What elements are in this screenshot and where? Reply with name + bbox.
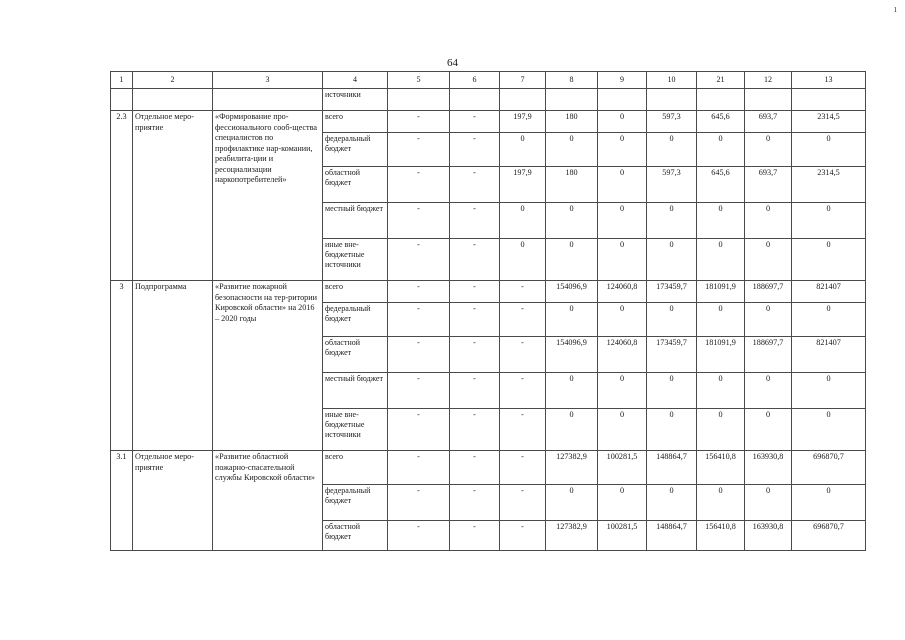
header-cell: 9 bbox=[598, 72, 647, 89]
value-cell: 0 bbox=[745, 373, 792, 409]
header-cell: 1 bbox=[111, 72, 133, 89]
value-cell: 0 bbox=[647, 133, 697, 167]
value-cell: 100281,5 bbox=[598, 521, 647, 551]
table-cell bbox=[500, 89, 546, 111]
table-cell bbox=[598, 89, 647, 111]
value-cell: 0 bbox=[697, 239, 745, 281]
value-cell: - bbox=[500, 337, 546, 373]
item-name: «Развитие пожарной безопасности на тер-ритории Кировской области» на 2016 – 2020 годы bbox=[213, 281, 323, 451]
source-cell: иные вне-бюджетные источники bbox=[323, 239, 388, 281]
table-row bbox=[111, 281, 866, 303]
value-cell: 148864,7 bbox=[647, 451, 697, 485]
value-cell: 181091,9 bbox=[697, 337, 745, 373]
source-cell: областной бюджет bbox=[323, 337, 388, 373]
value-cell: 0 bbox=[697, 485, 745, 521]
table-cell bbox=[111, 89, 133, 111]
source-cell: всего bbox=[323, 111, 388, 133]
value-cell: - bbox=[500, 281, 546, 303]
header-cell: 13 bbox=[792, 72, 866, 89]
value-cell: 173459,7 bbox=[647, 337, 697, 373]
value-cell: 0 bbox=[647, 239, 697, 281]
value-cell: - bbox=[500, 451, 546, 485]
value-cell: - bbox=[450, 133, 500, 167]
value-cell: 597,3 bbox=[647, 167, 697, 203]
header-cell: 7 bbox=[500, 72, 546, 89]
value-cell: 2314,5 bbox=[792, 167, 866, 203]
value-cell: 0 bbox=[598, 133, 647, 167]
carry-over-row bbox=[111, 89, 866, 111]
value-cell: 0 bbox=[546, 485, 598, 521]
table-cell bbox=[697, 89, 745, 111]
value-cell: - bbox=[450, 167, 500, 203]
value-cell: 124060,8 bbox=[598, 337, 647, 373]
value-cell: 0 bbox=[697, 133, 745, 167]
value-cell: 180 bbox=[546, 111, 598, 133]
value-cell: 0 bbox=[745, 239, 792, 281]
value-cell: 0 bbox=[546, 203, 598, 239]
header-cell: 4 bbox=[323, 72, 388, 89]
source-cell: местный бюджет bbox=[323, 373, 388, 409]
item-name: «Формирование про-фессионального сооб-щества специалистов по профилактике нар-комании, реабилита-ции и ресоциализации наркопотребителей» bbox=[213, 111, 323, 281]
value-cell: 0 bbox=[546, 133, 598, 167]
value-cell: - bbox=[450, 303, 500, 337]
value-cell: - bbox=[388, 409, 450, 451]
value-cell: 0 bbox=[546, 373, 598, 409]
header-cell: 10 bbox=[647, 72, 697, 89]
value-cell: 0 bbox=[647, 485, 697, 521]
value-cell: - bbox=[388, 203, 450, 239]
table-cell bbox=[388, 89, 450, 111]
item-number: 2.3 bbox=[111, 111, 133, 281]
value-cell: 0 bbox=[546, 409, 598, 451]
value-cell: 0 bbox=[745, 203, 792, 239]
value-cell: 2314,5 bbox=[792, 111, 866, 133]
value-cell: 148864,7 bbox=[647, 521, 697, 551]
table-row bbox=[111, 111, 866, 133]
value-cell: - bbox=[450, 281, 500, 303]
value-cell: - bbox=[388, 303, 450, 337]
value-cell: 0 bbox=[792, 485, 866, 521]
value-cell: 100281,5 bbox=[598, 451, 647, 485]
value-cell: 163930,8 bbox=[745, 451, 792, 485]
value-cell: 0 bbox=[745, 133, 792, 167]
value-cell: 124060,8 bbox=[598, 281, 647, 303]
page-number: 64 bbox=[447, 57, 458, 69]
source-cell: федеральный бюджет bbox=[323, 485, 388, 521]
source-cell: всего bbox=[323, 451, 388, 485]
value-cell: 163930,8 bbox=[745, 521, 792, 551]
value-cell: - bbox=[500, 521, 546, 551]
value-cell: 0 bbox=[647, 303, 697, 337]
header-row bbox=[111, 72, 866, 89]
value-cell: - bbox=[388, 373, 450, 409]
item-name: «Развитие областной пожарно-спасательной службы Кировской области» bbox=[213, 451, 323, 551]
value-cell: 154096,9 bbox=[546, 281, 598, 303]
value-cell: 0 bbox=[598, 485, 647, 521]
value-cell: 0 bbox=[546, 239, 598, 281]
value-cell: 821407 bbox=[792, 281, 866, 303]
value-cell: - bbox=[388, 521, 450, 551]
header-cell: 2 bbox=[133, 72, 213, 89]
value-cell: - bbox=[388, 281, 450, 303]
value-cell: 188697,7 bbox=[745, 337, 792, 373]
value-cell: 0 bbox=[792, 373, 866, 409]
value-cell: - bbox=[450, 373, 500, 409]
value-cell: 0 bbox=[598, 203, 647, 239]
value-cell: 127382,9 bbox=[546, 521, 598, 551]
value-cell: 0 bbox=[598, 373, 647, 409]
table-cell bbox=[792, 89, 866, 111]
value-cell: 696870,7 bbox=[792, 451, 866, 485]
value-cell: 0 bbox=[500, 203, 546, 239]
value-cell: - bbox=[450, 409, 500, 451]
value-cell: - bbox=[388, 133, 450, 167]
source-cell: источники bbox=[323, 89, 388, 111]
value-cell: 0 bbox=[745, 409, 792, 451]
item-number: 3.1 bbox=[111, 451, 133, 551]
value-cell: 180 bbox=[546, 167, 598, 203]
value-cell: 645,6 bbox=[697, 111, 745, 133]
header-cell: 21 bbox=[697, 72, 745, 89]
item-number: 3 bbox=[111, 281, 133, 451]
value-cell: 0 bbox=[792, 133, 866, 167]
source-cell: областной бюджет bbox=[323, 167, 388, 203]
value-cell: 0 bbox=[697, 373, 745, 409]
item-type: Отдельное меро-приятие bbox=[133, 451, 213, 551]
value-cell: 0 bbox=[745, 485, 792, 521]
value-cell: - bbox=[500, 373, 546, 409]
header-cell: 6 bbox=[450, 72, 500, 89]
value-cell: 0 bbox=[598, 409, 647, 451]
value-cell: - bbox=[450, 111, 500, 133]
value-cell: 693,7 bbox=[745, 167, 792, 203]
value-cell: - bbox=[450, 239, 500, 281]
value-cell: - bbox=[500, 485, 546, 521]
value-cell: 173459,7 bbox=[647, 281, 697, 303]
value-cell: 197,9 bbox=[500, 111, 546, 133]
value-cell: 0 bbox=[792, 239, 866, 281]
source-cell: местный бюджет bbox=[323, 203, 388, 239]
value-cell: 0 bbox=[697, 409, 745, 451]
value-cell: 0 bbox=[792, 303, 866, 337]
value-cell: - bbox=[500, 303, 546, 337]
value-cell: 0 bbox=[598, 111, 647, 133]
table-cell bbox=[133, 89, 213, 111]
table-row bbox=[111, 451, 866, 485]
table-cell bbox=[213, 89, 323, 111]
value-cell: - bbox=[450, 451, 500, 485]
value-cell: - bbox=[388, 239, 450, 281]
source-cell: иные вне-бюджетные источники bbox=[323, 409, 388, 451]
value-cell: 154096,9 bbox=[546, 337, 598, 373]
value-cell: 0 bbox=[647, 373, 697, 409]
value-cell: 0 bbox=[598, 239, 647, 281]
header-cell: 3 bbox=[213, 72, 323, 89]
value-cell: 188697,7 bbox=[745, 281, 792, 303]
value-cell: 181091,9 bbox=[697, 281, 745, 303]
budget-table bbox=[110, 71, 866, 551]
value-cell: - bbox=[500, 409, 546, 451]
value-cell: 197,9 bbox=[500, 167, 546, 203]
header-cell: 8 bbox=[546, 72, 598, 89]
corner-mark: 1 bbox=[893, 6, 897, 14]
table-cell bbox=[546, 89, 598, 111]
value-cell: - bbox=[388, 451, 450, 485]
header-cell: 12 bbox=[745, 72, 792, 89]
value-cell: - bbox=[450, 337, 500, 373]
value-cell: 0 bbox=[647, 409, 697, 451]
value-cell: 0 bbox=[792, 409, 866, 451]
value-cell: 645,6 bbox=[697, 167, 745, 203]
value-cell: 0 bbox=[598, 167, 647, 203]
value-cell: 821407 bbox=[792, 337, 866, 373]
value-cell: - bbox=[450, 521, 500, 551]
value-cell: 0 bbox=[546, 303, 598, 337]
value-cell: 156410,8 bbox=[697, 521, 745, 551]
value-cell: 0 bbox=[745, 303, 792, 337]
table-cell bbox=[647, 89, 697, 111]
source-cell: федеральный бюджет bbox=[323, 133, 388, 167]
value-cell: - bbox=[388, 167, 450, 203]
item-type: Отдельное меро-приятие bbox=[133, 111, 213, 281]
table-body bbox=[111, 72, 866, 551]
value-cell: 0 bbox=[500, 239, 546, 281]
value-cell: 0 bbox=[697, 203, 745, 239]
value-cell: 0 bbox=[697, 303, 745, 337]
table-cell bbox=[450, 89, 500, 111]
value-cell: 0 bbox=[598, 303, 647, 337]
value-cell: 693,7 bbox=[745, 111, 792, 133]
header-cell: 5 bbox=[388, 72, 450, 89]
value-cell: 156410,8 bbox=[697, 451, 745, 485]
value-cell: 0 bbox=[647, 203, 697, 239]
value-cell: 0 bbox=[500, 133, 546, 167]
value-cell: 127382,9 bbox=[546, 451, 598, 485]
source-cell: федеральный бюджет bbox=[323, 303, 388, 337]
value-cell: 696870,7 bbox=[792, 521, 866, 551]
value-cell: 0 bbox=[792, 203, 866, 239]
value-cell: - bbox=[388, 337, 450, 373]
item-type: Подпрограмма bbox=[133, 281, 213, 451]
source-cell: всего bbox=[323, 281, 388, 303]
value-cell: 597,3 bbox=[647, 111, 697, 133]
table-cell bbox=[745, 89, 792, 111]
value-cell: - bbox=[450, 203, 500, 239]
value-cell: - bbox=[450, 485, 500, 521]
value-cell: - bbox=[388, 485, 450, 521]
value-cell: - bbox=[388, 111, 450, 133]
source-cell: областной бюджет bbox=[323, 521, 388, 551]
